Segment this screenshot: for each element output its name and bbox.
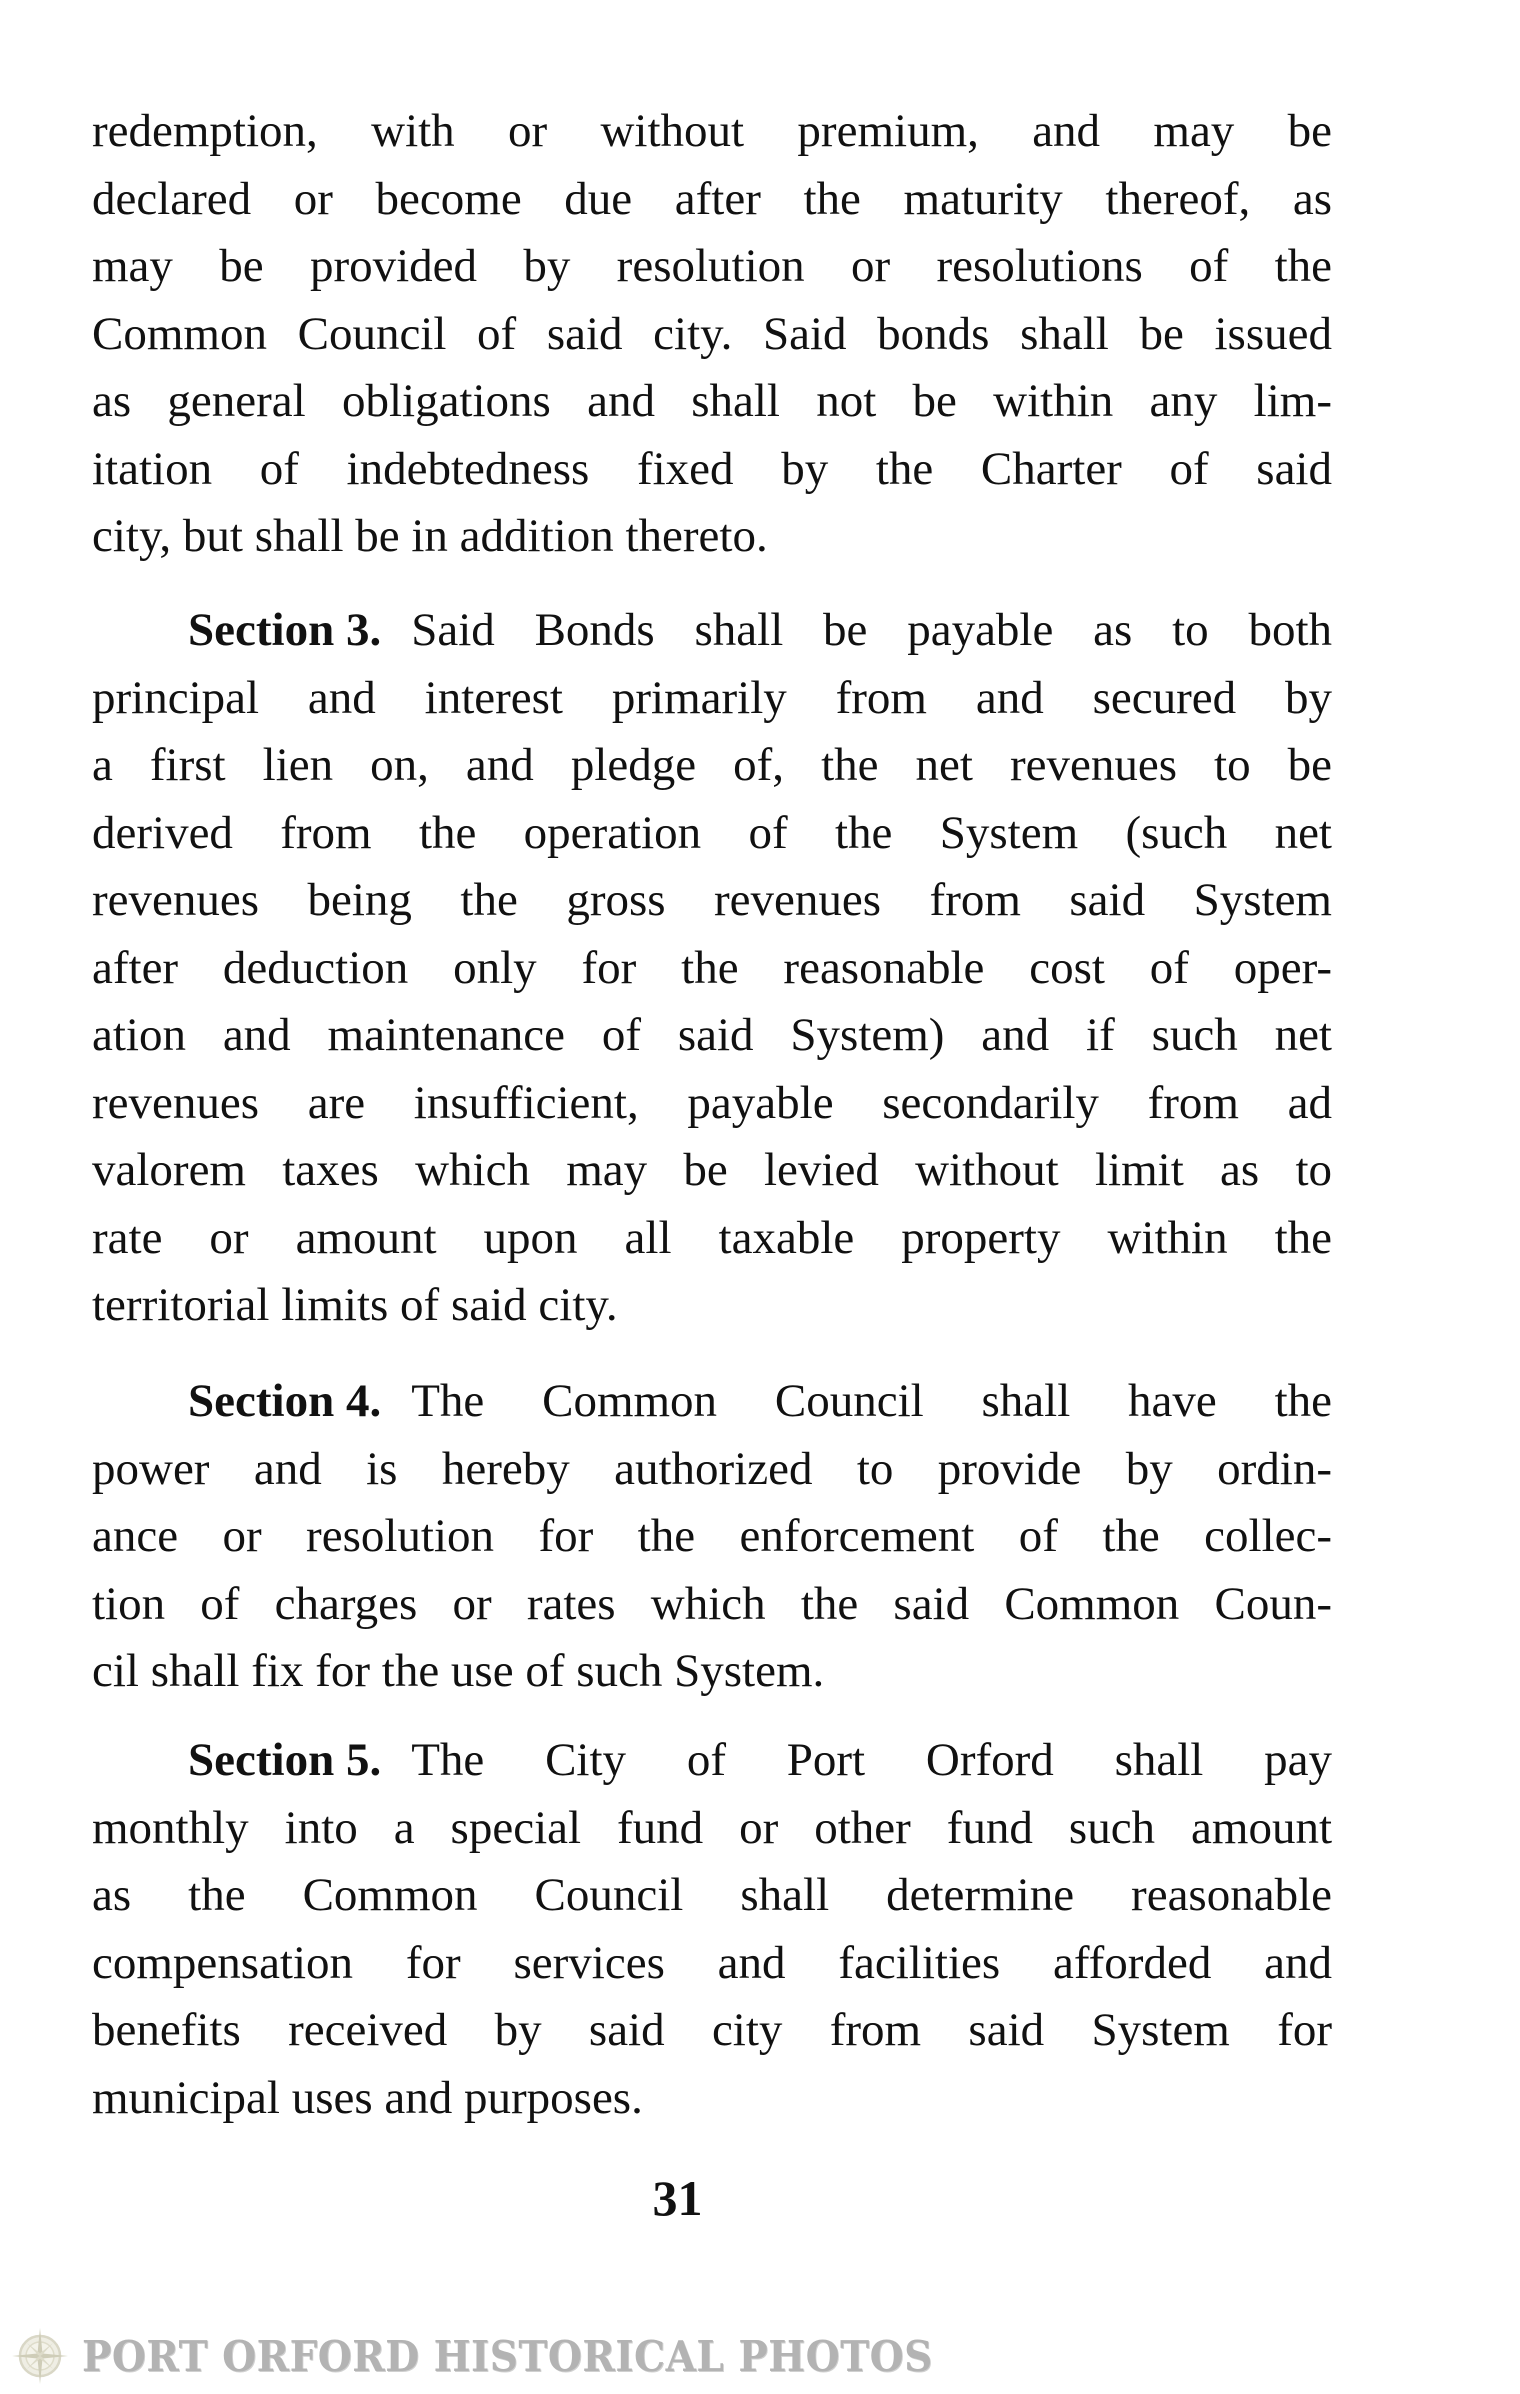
text-line: Common Council of said city. Said bonds shall be issued xyxy=(92,307,1332,360)
text-line: as the Common Council shall determine reasonable xyxy=(92,1869,1332,1921)
section-label: Section 5. xyxy=(188,1734,382,1786)
text-line: redemption, with or without premium, and may be xyxy=(92,105,1332,157)
section-3-paragraph xyxy=(92,597,1332,1340)
text-line: after deduction only for the reasonable cost of oper- xyxy=(92,941,1332,994)
section-label: Section 4. xyxy=(188,1375,382,1427)
text-line: The Common Council shall have the xyxy=(411,1375,1332,1427)
text-line: as general obligations and shall not be within any lim- xyxy=(92,375,1332,427)
text-line: municipal uses and purposes. xyxy=(92,2071,643,2124)
watermark-text: PORT ORFORD HISTORICAL PHOTOS xyxy=(82,2331,933,2381)
text-line: declared or become due after the maturity thereof, as xyxy=(92,172,1332,225)
text-line: cil shall fix for the use of such System. xyxy=(92,1645,825,1697)
text-line: benefits received by said city from said System for xyxy=(92,2004,1332,2056)
text-line: revenues are insufficient, payable secondarily from ad xyxy=(92,1076,1332,1129)
text-line: a first lien on, and pledge of, the net revenues to be xyxy=(92,739,1332,791)
text-line: principal and interest primarily from and secured by xyxy=(92,671,1332,724)
section-first-line xyxy=(92,1368,1332,1436)
text-line: revenues being the gross revenues from said System xyxy=(92,874,1332,926)
text-line: ation and maintenance of said System) and if such net xyxy=(92,1009,1332,1061)
text-line: The City of Port Orford shall pay xyxy=(411,1734,1332,1786)
section-first-line xyxy=(92,1727,1332,1795)
text-line: ance or resolution for the enforcement of the collec- xyxy=(92,1510,1332,1562)
text-line: territorial limits of said city. xyxy=(92,1279,618,1331)
text-line: derived from the operation of the System (such net xyxy=(92,806,1332,859)
text-line: itation of indebtedness fixed by the Charter of said xyxy=(92,442,1332,495)
watermark xyxy=(10,2322,997,2390)
text-line: rate or amount upon all taxable property within the xyxy=(92,1211,1332,1264)
text-line: monthly into a special fund or other fund such amount xyxy=(92,1801,1332,1854)
text-line: may be provided by resolution or resolutions of the xyxy=(92,240,1332,292)
text-line: tion of charges or rates which the said Common Coun- xyxy=(92,1577,1332,1630)
section-first-line xyxy=(92,597,1332,665)
paragraph-continuation xyxy=(92,98,1332,571)
text-line: compensation for services and facilities afforded and xyxy=(92,1936,1332,1989)
text-line: valorem taxes which may be levied without limit as to xyxy=(92,1144,1332,1196)
section-4-paragraph xyxy=(92,1368,1332,1706)
text-line: city, but shall be in addition thereto. xyxy=(92,510,768,562)
section-label: Section 3. xyxy=(188,604,382,656)
text-line: Said Bonds shall be payable as to both xyxy=(411,604,1332,656)
page-number: 31 xyxy=(652,2170,703,2226)
text-line: power and is hereby authorized to provide by ordin- xyxy=(92,1442,1332,1495)
section-5-paragraph xyxy=(92,1727,1332,2132)
compass-rose-icon xyxy=(10,2322,72,2390)
